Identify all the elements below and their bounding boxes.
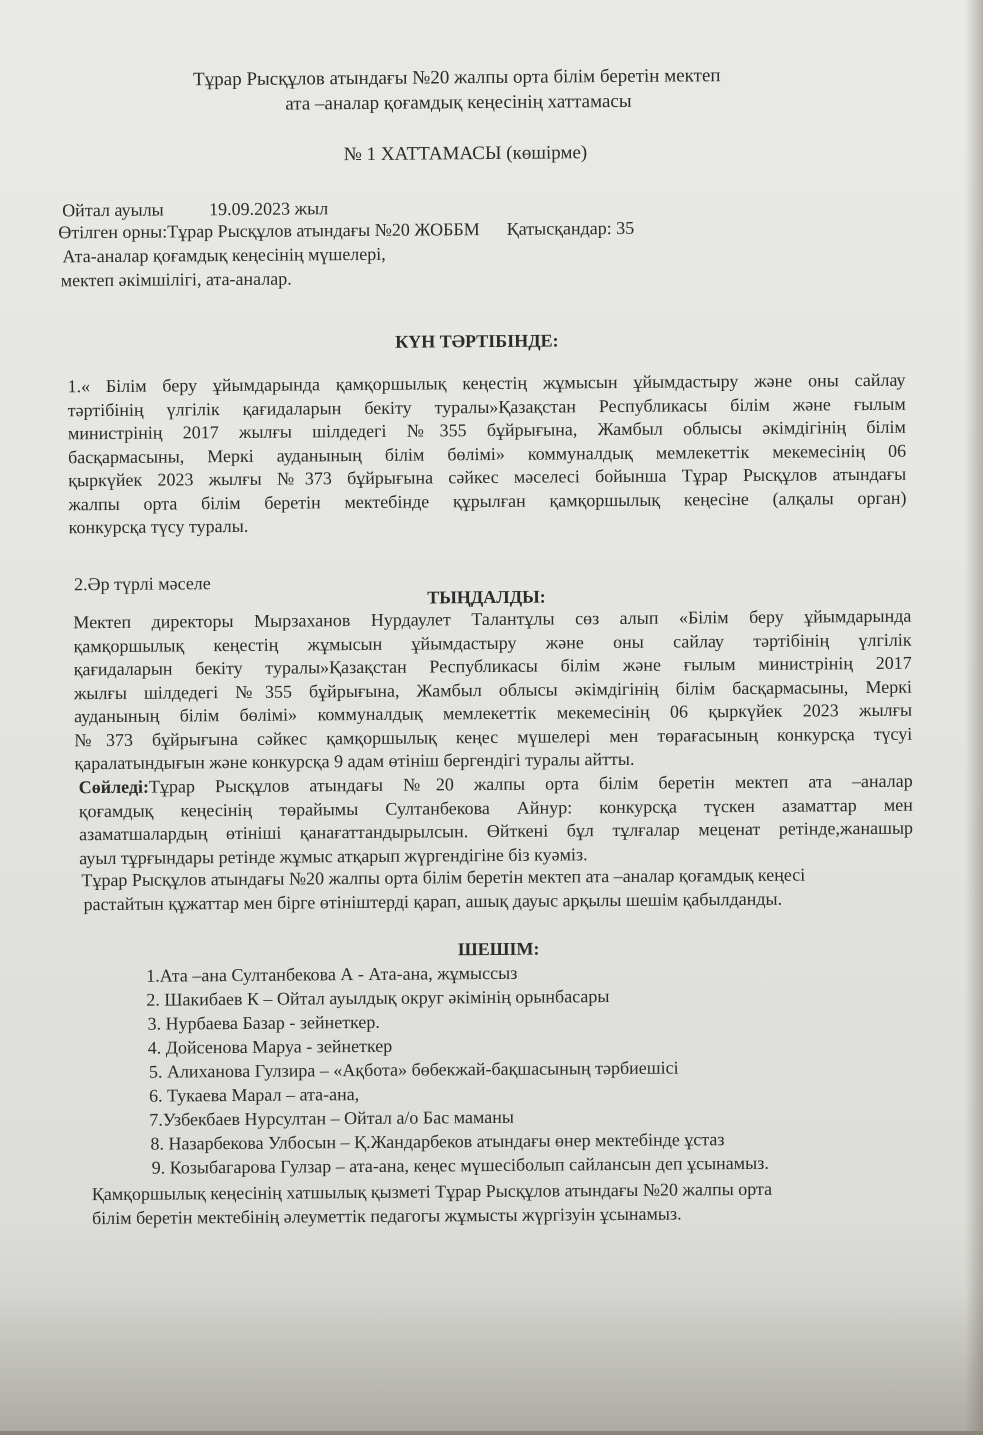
agenda-item-1-line: 1.« Білім беру ұйымдарында қамқоршылық кеңестің жұмысын ұйымдастыру және оны сайлау	[67, 369, 906, 397]
agenda-item-1-line: жалпы орта білім беретін мектебінде құрылған қамқоршылық кеңесіне (алқалы орган)	[68, 487, 907, 514]
heard-line: қағидаларын бекіту туралы»Қазақстан Республикасы білім және ғылым министрінің 2017	[73, 652, 912, 680]
meta-venue-label: Өтілген орны:	[58, 221, 168, 243]
spoke-line: азаматшалардың өтініші қанағаттандырылсын. Өйткені бұл тұлғалар меценат ретінде,жанашыр	[78, 817, 914, 845]
agenda-item-1-line: қыркүйек 2023 жылғы №373 бұйрығына сәйкес мәселесі бойынша Тұрар Рысқұлов атындағы	[68, 463, 907, 491]
meta-date: 19.09.2023 жыл	[209, 198, 329, 220]
member-item: 4. Дойсенова Маруа - зейнеткер	[147, 1035, 393, 1058]
spoke-label: Сөйледі:	[78, 776, 150, 798]
meta-venue: Тұрар Рысқұлов атындағы №20 ЖОББМ	[167, 219, 480, 242]
meta-venue-row	[58, 217, 634, 244]
decision-heading: ШЕШІМ:	[457, 938, 540, 960]
header-council-protocol: ата –аналар қоғамдық кеңесінің хаттамасы	[285, 90, 632, 115]
agenda-heading: КҮН ТӘРТІБІНДЕ:	[395, 330, 559, 352]
meta-attendees-line1: Ата-аналар қоғамдық кеңесінің мүшелері,	[62, 243, 386, 267]
member-item: 2. Шакибаев К – Ойтал ауылдық округ әкімінің орынбасары	[146, 986, 610, 1010]
agenda-item-1-line: конкурсқа түсу туралы.	[68, 515, 249, 538]
member-item: 3. Нурбаева Базар - зейнеткер.	[147, 1011, 380, 1034]
spoke-paragraph	[79, 770, 914, 871]
member-item: 7.Узбекбаев Нурсултан – Ойтал а/о Бас маманы	[149, 1106, 515, 1130]
member-item: 8. Назарбекова Улбосын – Қ.Жандарбеков атындағы өнер мектебінде ұстаз	[150, 1129, 725, 1154]
heard-line: жылғы шілдедегі №355 бұйрығына, Жамбыл облысы әкімдігінің білім басқармасыны, Меркі	[73, 676, 912, 703]
council-decision-line2: растайтын құжаттар мен бірге өтініштерді қарап, ашық дауыс арқылы шешім қабылданды.	[83, 888, 783, 915]
agenda-item-1-line: министрінің 2017 жылғы шілдедегі №355 бұйрығына, Жамбыл облысы әкімдігінің білім	[67, 416, 906, 444]
meta-participants-count: 35	[616, 217, 635, 238]
spoke-line: Тұрар Рысқұлов атындағы №20 жалпы орта білім беретін мектеп ата –аналар	[148, 770, 913, 797]
council-decision-line1: Тұрар Рысқұлов атындағы №20 жалпы орта білім беретін мектеп ата –аналар қоғамдық кеңесі	[81, 864, 806, 891]
heard-heading: ТЫҢДАЛДЫ:	[427, 586, 546, 608]
agenda-item-1-line: тәртібінің үлгілік қағидаларын бекіту туралы»Қазақстан Республикасы білім және ғылым	[67, 393, 906, 420]
member-item: 9. Козыбагарова Гулзар – ата-ана, кеңес мүшесіболып сайлансын деп ұсынамыз.	[151, 1152, 769, 1178]
agenda-item-2: 2.Әр түрлі мәселе	[73, 573, 211, 595]
header-school-name: Тұрар Рысқұлов атындағы №20 жалпы орта білім беретін мектеп	[193, 65, 721, 91]
heard-line: Мектеп директоры Мырзаханов Нурдаулет Талантұлы сөз алып «Білім беру ұйымдарында	[73, 605, 912, 633]
closing-line1: Қамқоршылық кеңесінің хатшылық қызметі Тұрар Рысқұлов атындағы №20 жалпы орта	[91, 1178, 773, 1205]
member-item: 6. Тукаева Марал – ата-ана,	[149, 1084, 360, 1106]
meta-participants-label: Қатысқандар:	[506, 218, 612, 239]
meta-attendees-line2: мектеп әкімшілігі, ата-аналар.	[60, 268, 292, 291]
member-item: 1.Ата –ана Султанбекова А - Ата-ана, жұмыссыз	[146, 962, 518, 986]
heard-line: қаралатындығын және конкурсқа 9 адам өтініш бергендігі туралы айтты.	[74, 748, 635, 774]
protocol-title: № 1 ХАТТАМАСЫ (көшірме)	[343, 142, 588, 166]
spoke-line: қоғамдық кеңесінің төрайымы Султанбекова Айнур: конкурсқа түскен азаматтар мен	[78, 794, 913, 821]
heard-line: ауданының білім бөлімі» коммуналдық мемлекеттік мекемесінің 06 қыркүйек 2023 жылғы	[74, 699, 913, 727]
meta-village: Ойтал ауылы	[62, 199, 164, 221]
heard-line: №373 бұйрығына сәйкес қамқоршылық кеңес мүшелері мен төрағасының конкурсқа түсуі	[74, 723, 913, 750]
agenda-item-1-line: басқармасыны, Меркі ауданының білім бөлімі» коммуналдық мемлекеттік мекемесінің 06	[67, 440, 907, 467]
heard-line: қамқоршылық кеңестің жұмысын ұйымдастыру және оны сайлау тәртібінің үлгілік	[73, 629, 912, 656]
spoke-line: ауыл тұрғындары ретінде жұмыс атқарып жүргендігіне біз куәміз.	[79, 843, 588, 868]
member-item: 5. Алиханова Гулзира – «Ақбота» бөбекжай-бақшасының тәрбиешісі	[148, 1057, 679, 1082]
heard-paragraph	[73, 605, 912, 776]
agenda-item-1	[67, 369, 906, 540]
closing-line2: білім беретін мектебінің әлеуметтік педагогы жұмысты жүргізуін ұсынамыз.	[91, 1203, 682, 1229]
